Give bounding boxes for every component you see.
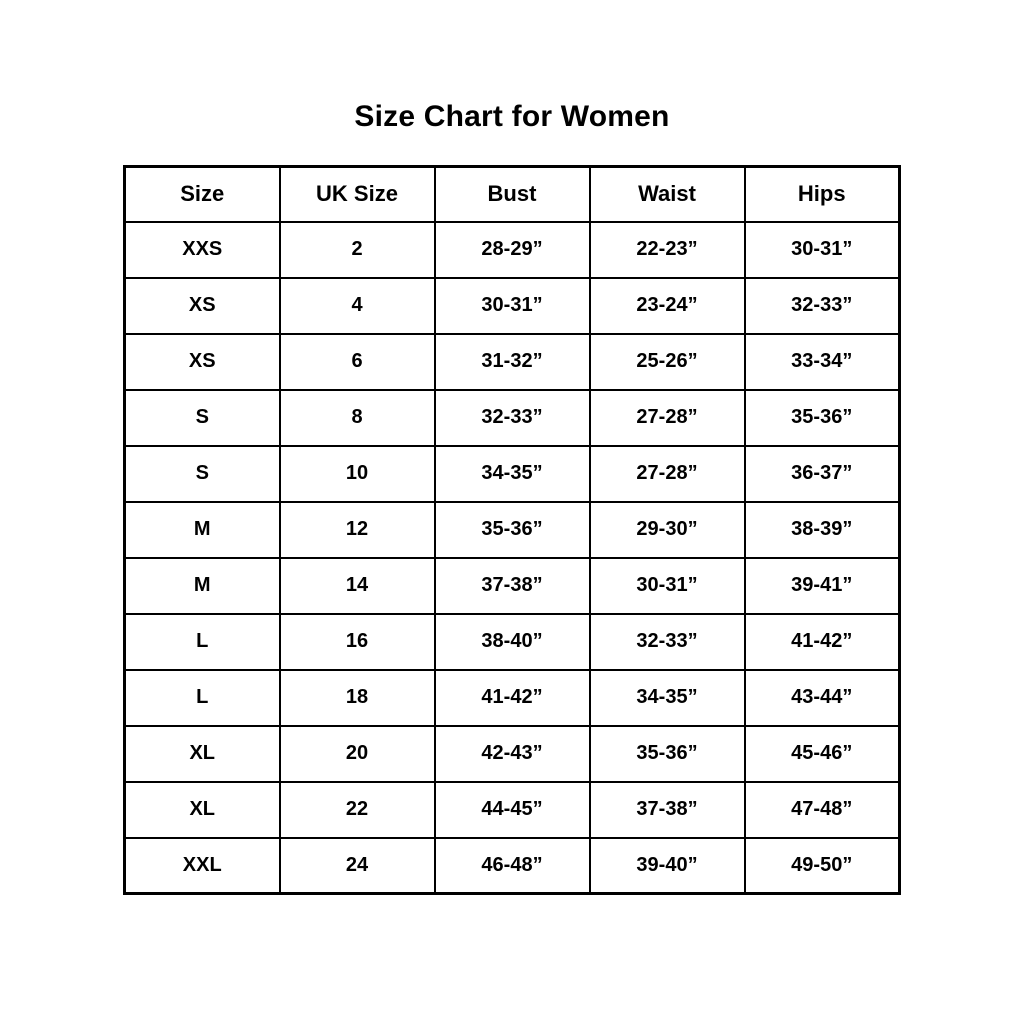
table-row: [125, 670, 900, 726]
cell-waist: 30-31”: [590, 558, 745, 614]
table-row: [125, 782, 900, 838]
cell-size: L: [125, 614, 280, 670]
column-header-size: Size: [125, 167, 280, 222]
cell-uk-size: 24: [280, 838, 435, 894]
cell-uk-size: 8: [280, 390, 435, 446]
column-header-bust: Bust: [435, 167, 590, 222]
column-header-waist: Waist: [590, 167, 745, 222]
cell-bust: 34-35”: [435, 446, 590, 502]
column-header-hips: Hips: [745, 167, 900, 222]
table-row: [125, 838, 900, 894]
size-chart-table: [123, 165, 901, 895]
cell-uk-size: 14: [280, 558, 435, 614]
cell-hips: 30-31”: [745, 222, 900, 278]
cell-hips: 36-37”: [745, 446, 900, 502]
cell-uk-size: 18: [280, 670, 435, 726]
cell-bust: 31-32”: [435, 334, 590, 390]
cell-size: L: [125, 670, 280, 726]
cell-size: M: [125, 558, 280, 614]
cell-hips: 33-34”: [745, 334, 900, 390]
cell-waist: 35-36”: [590, 726, 745, 782]
cell-waist: 27-28”: [590, 446, 745, 502]
cell-bust: 35-36”: [435, 502, 590, 558]
cell-hips: 41-42”: [745, 614, 900, 670]
cell-size: M: [125, 502, 280, 558]
cell-waist: 22-23”: [590, 222, 745, 278]
header-row: [125, 167, 900, 222]
cell-uk-size: 6: [280, 334, 435, 390]
cell-bust: 44-45”: [435, 782, 590, 838]
cell-size: XS: [125, 334, 280, 390]
cell-uk-size: 16: [280, 614, 435, 670]
cell-bust: 46-48”: [435, 838, 590, 894]
cell-uk-size: 22: [280, 782, 435, 838]
page-title: Size Chart for Women: [354, 100, 670, 133]
table-header: [125, 167, 900, 222]
table-row: [125, 446, 900, 502]
cell-hips: 38-39”: [745, 502, 900, 558]
cell-size: XS: [125, 278, 280, 334]
cell-waist: 39-40”: [590, 838, 745, 894]
cell-hips: 35-36”: [745, 390, 900, 446]
table-row: [125, 726, 900, 782]
cell-waist: 32-33”: [590, 614, 745, 670]
cell-bust: 41-42”: [435, 670, 590, 726]
cell-size: XXL: [125, 838, 280, 894]
cell-size: XL: [125, 782, 280, 838]
cell-uk-size: 4: [280, 278, 435, 334]
cell-bust: 38-40”: [435, 614, 590, 670]
column-header-uk-size: UK Size: [280, 167, 435, 222]
table-row: [125, 334, 900, 390]
cell-waist: 27-28”: [590, 390, 745, 446]
cell-uk-size: 20: [280, 726, 435, 782]
table-row: [125, 278, 900, 334]
cell-hips: 45-46”: [745, 726, 900, 782]
cell-bust: 32-33”: [435, 390, 590, 446]
cell-hips: 39-41”: [745, 558, 900, 614]
cell-bust: 42-43”: [435, 726, 590, 782]
cell-size: S: [125, 446, 280, 502]
cell-waist: 37-38”: [590, 782, 745, 838]
cell-size: XXS: [125, 222, 280, 278]
cell-size: XL: [125, 726, 280, 782]
cell-waist: 29-30”: [590, 502, 745, 558]
cell-hips: 43-44”: [745, 670, 900, 726]
cell-waist: 25-26”: [590, 334, 745, 390]
cell-size: S: [125, 390, 280, 446]
table-body: [125, 222, 900, 894]
cell-bust: 37-38”: [435, 558, 590, 614]
cell-hips: 47-48”: [745, 782, 900, 838]
cell-bust: 30-31”: [435, 278, 590, 334]
table-row: [125, 222, 900, 278]
cell-waist: 34-35”: [590, 670, 745, 726]
cell-bust: 28-29”: [435, 222, 590, 278]
cell-uk-size: 2: [280, 222, 435, 278]
table-row: [125, 390, 900, 446]
table-row: [125, 614, 900, 670]
cell-hips: 49-50”: [745, 838, 900, 894]
cell-waist: 23-24”: [590, 278, 745, 334]
table-row: [125, 558, 900, 614]
cell-uk-size: 12: [280, 502, 435, 558]
cell-hips: 32-33”: [745, 278, 900, 334]
cell-uk-size: 10: [280, 446, 435, 502]
table-row: [125, 502, 900, 558]
